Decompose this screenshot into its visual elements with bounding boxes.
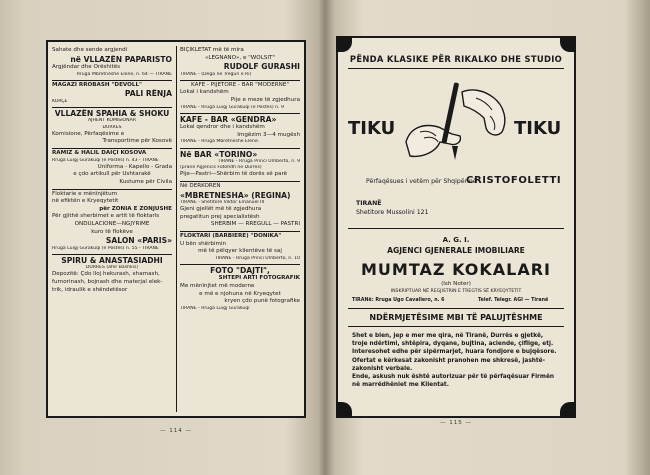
ad-text-line: më të pëlqyer klientëve të saj: [198, 248, 282, 255]
ad-text-line: DURRËS: [102, 124, 122, 130]
ad-block: [180, 182, 300, 232]
ad-text-line: Imgëzim 3—4 mugësh: [237, 131, 300, 138]
corner-ornament-bl: [336, 402, 352, 418]
corner-ornament-tl: [336, 36, 352, 52]
ad-text-line: Pije—Pastri—Shërbim të dorës së parë: [180, 171, 288, 178]
ad-text-line: Depozitë: Çdo lloj hekurash, xhamash,: [52, 271, 160, 278]
agency-description: [352, 332, 560, 389]
tiku-right-text: TIKU: [514, 118, 562, 139]
ad-block: [180, 149, 300, 182]
ad-text-line: Pije e meze të zgjedhura: [230, 96, 300, 103]
ad-text-line: TIRANË - Rruga Mbretneshe Elene.: [180, 139, 260, 145]
page-number-right: — 115 —: [440, 420, 472, 426]
right-page: [328, 0, 650, 475]
left-page: [0, 0, 322, 475]
agency-slogan: NDËRMJETËSIME MBI TË PALUJTËSHME: [369, 313, 543, 322]
ad-block: [180, 232, 300, 265]
ad-text-line: Kustume për Civila: [119, 178, 172, 185]
ad-block: [180, 81, 300, 114]
ad-text-line: BIÇIKLETAT më të mira: [180, 47, 244, 53]
ad-block: [52, 81, 172, 108]
agency-address: TIRANë: Rruga Ugo Cavallero, n. 6: [352, 298, 445, 303]
divider: [348, 68, 564, 69]
page-number-left: — 114 —: [160, 428, 192, 434]
ad-text-line: AJHENT KOMISIONAR: [88, 118, 136, 124]
ad-text-line: Gjeni gjellët më të zgjedhura: [180, 206, 262, 213]
ad-text-line: DURRËS (afër Bashkis): [85, 265, 139, 271]
ad-text-line: e më e njohuna në Kryeqytet: [199, 290, 281, 297]
agency-name: MUMTAZ KOKALARI: [361, 260, 551, 279]
ad-text-line: e çdo artikull për Ushtarakë: [73, 171, 151, 178]
corner-ornament-tr: [560, 36, 576, 52]
ad-text-line: «MBRETNESHA» (REGINA): [180, 190, 291, 200]
ad-text-line: Lokal qendror dhe i kandshëm: [180, 124, 265, 131]
ad-block: [52, 190, 172, 255]
city-label: TIRANË: [356, 200, 382, 207]
ad-text-line: pregatitun prej specialistësh: [180, 213, 260, 220]
ad-text-line: Rruga Luigj Gurakuqi (e Postës) n. 55 - TIRANË: [52, 245, 159, 251]
ad-text-line: për ZONIA E ZONJUSHE: [99, 205, 172, 212]
address-label: Shetitore Mussolini 121: [356, 209, 429, 216]
ad-text-line: TIRANË - Rruga Princi Umberto, n. 9: [217, 158, 300, 164]
ad-text-line: SHTËPI ARTI FOTOGRAFIK: [218, 275, 300, 282]
ad-text-line: FLOKTARI (BARBIERE) "DONIKA": [180, 232, 282, 239]
ad-text-line: Lokal i kandshëm: [180, 89, 229, 96]
ad-text-line: TIRANË - Rruga Princi Umberto, n. 10: [214, 255, 300, 261]
ad-text-line: TIRANË - Rruga Luigj Gurakuqi: [180, 305, 250, 311]
agency-body-line: Ofertat e kërkesat zakonisht pranohen me shkresë, jashtë-: [352, 357, 546, 364]
ad-text-line: Në DËRKOREN: [180, 182, 221, 189]
ad-text-line: PALI RËNJA: [124, 89, 172, 99]
ad-text-line: Transportime për Kosovë: [102, 138, 172, 145]
ad-text-line: në efiktën e Kryeqytetit: [52, 198, 119, 205]
left-ads-frame: [46, 40, 306, 418]
agency-body-line: Shet e blen, jep e mer me qira, në Tiranë, Durrës e gjetkë,: [352, 333, 544, 339]
agency-body-line: zakonisht verbale.: [352, 365, 413, 372]
ads-column-right: [180, 46, 300, 412]
agency-body-line: troje ndërtimi, shtëpira, dyqane, bujtina, aciende, çiflige, etj.: [352, 341, 554, 348]
ad-block: [52, 255, 172, 296]
ad-text-line: ONDULACIONE—NGJYRIME: [74, 220, 150, 227]
ad-text-line: VLLAZËN SPAHIA & SHOKU: [54, 109, 170, 118]
pen-ad-header: PËNDA KLASIKE PËR RIKALKO DHE STUDIO: [349, 54, 563, 64]
ad-text-line: kuro të flokëve: [91, 228, 133, 235]
former-title: (Ish Noter): [441, 281, 471, 287]
ad-block: [180, 265, 300, 314]
ad-text-line: trik, idraulik e shëndetësor: [52, 286, 128, 293]
ad-block: [52, 46, 172, 81]
ad-text-line: kryen çdo punë fotografike: [224, 298, 300, 305]
ad-text-line: FOTO "DAJTI",: [210, 265, 270, 275]
ad-text-line: U bën shërbimin: [180, 240, 227, 247]
divider: [348, 228, 564, 229]
ad-text-line: KORÇË: [52, 98, 68, 104]
divider: [348, 308, 564, 309]
ad-text-line: (pranë Agjencis Fotohdh në Durrës): [180, 165, 262, 171]
ad-text-line: Rruga Mbretneshe Elene, n. 64 — TIRANË: [76, 71, 172, 77]
agency-body-line: Interesohet edhe për sipërmarjet, huara fondjore e bujqësore.: [352, 349, 557, 356]
agency-title: AGJENCI GJENERALE IMOBILIARE: [387, 246, 525, 255]
ad-text-line: Për gjithë sherbimet e artit të floktarls: [52, 213, 160, 220]
ad-block: [52, 149, 172, 190]
ad-text-line: SPIRU & ANASTASIADHI: [61, 255, 163, 265]
ad-block: [180, 114, 300, 149]
corner-ornament-br: [560, 402, 576, 418]
agi-label: A. G. I.: [442, 236, 470, 244]
ad-text-line: RUDOLF GURASHI: [223, 62, 300, 72]
ad-block: [52, 108, 172, 149]
ad-block: [180, 46, 300, 81]
represented-line: Përfaqësues i vetëm për Shqipërinë: [366, 178, 477, 185]
ad-text-line: MAGAZI RROBASH "DEVOLL": [52, 81, 142, 88]
ad-text-line: RAMIZ & HALIL DAIÇI KOSOVA: [52, 150, 147, 156]
right-ad-frame: [336, 36, 576, 418]
hands-with-pen-illustration: [400, 72, 512, 164]
agency-telegraph: Telef. Telegr. AGI — Tiranë: [478, 298, 549, 303]
ad-text-line: «LEGNANO», e "WOLSIT": [204, 54, 276, 61]
ad-text-line: Argjëndar dhe Orëshitës: [52, 64, 121, 70]
registration-line: INSKRIPTUAR NË REGJISTRIN E TREGTIS SË KRYEQYTETIT: [390, 289, 522, 294]
column-divider: [176, 46, 177, 412]
ad-text-line: në VLLAZËN PAPARISTO: [70, 54, 172, 64]
ad-text-line: TIRANË - Shetitore Viktor Emanuel III: [180, 199, 265, 205]
agency-body-line: Ende, askush nuk është autorizuar për të përfaqësuar Firmën: [352, 374, 555, 381]
ad-text-line: Me mënïnjtet më moderne: [180, 282, 255, 289]
agency-body-line: në marrëdhëniet me Klientat.: [352, 382, 449, 389]
ad-text-line: Në BAR «TORINO»: [180, 149, 258, 159]
ad-text-line: KAFE - PIJETORE - BAR "MODERNE": [191, 81, 289, 88]
tiku-left-text: TIKU: [348, 118, 396, 139]
ad-text-line: furnorinash, bojnash dhe materjal elek-: [52, 278, 163, 285]
ad-text-line: Uniforma - Kapello - Grada: [97, 163, 172, 170]
brand-name: CRISTOFOLETTI: [466, 175, 562, 186]
ad-text-line: KAFE - BAR «GENDRA»: [180, 114, 277, 124]
ad-text-line: SALON «PARIS»: [105, 236, 172, 246]
ad-text-line: Floktarie e mënïnjëtum: [52, 190, 118, 197]
ad-text-line: Rruga Luigj Gurakuqi (e Postës) n. 43 - TIRANË: [52, 157, 159, 163]
ad-text-line: Sahate dhe sende argjendi: [52, 47, 128, 53]
ads-column-left: [52, 46, 172, 412]
ad-text-line: Komisione, Përfaqësime e: [52, 130, 125, 137]
ad-text-line: SHËRBIM — RREGULL — PASTRI: [210, 221, 300, 228]
divider: [348, 326, 564, 327]
ad-text-line: TIRANË - Rruga Luigj Gurakuqi (e Postës) n. 9: [180, 104, 284, 110]
ad-text-line: TIRANË - (Dega në Tregun e Ri): [180, 71, 252, 77]
